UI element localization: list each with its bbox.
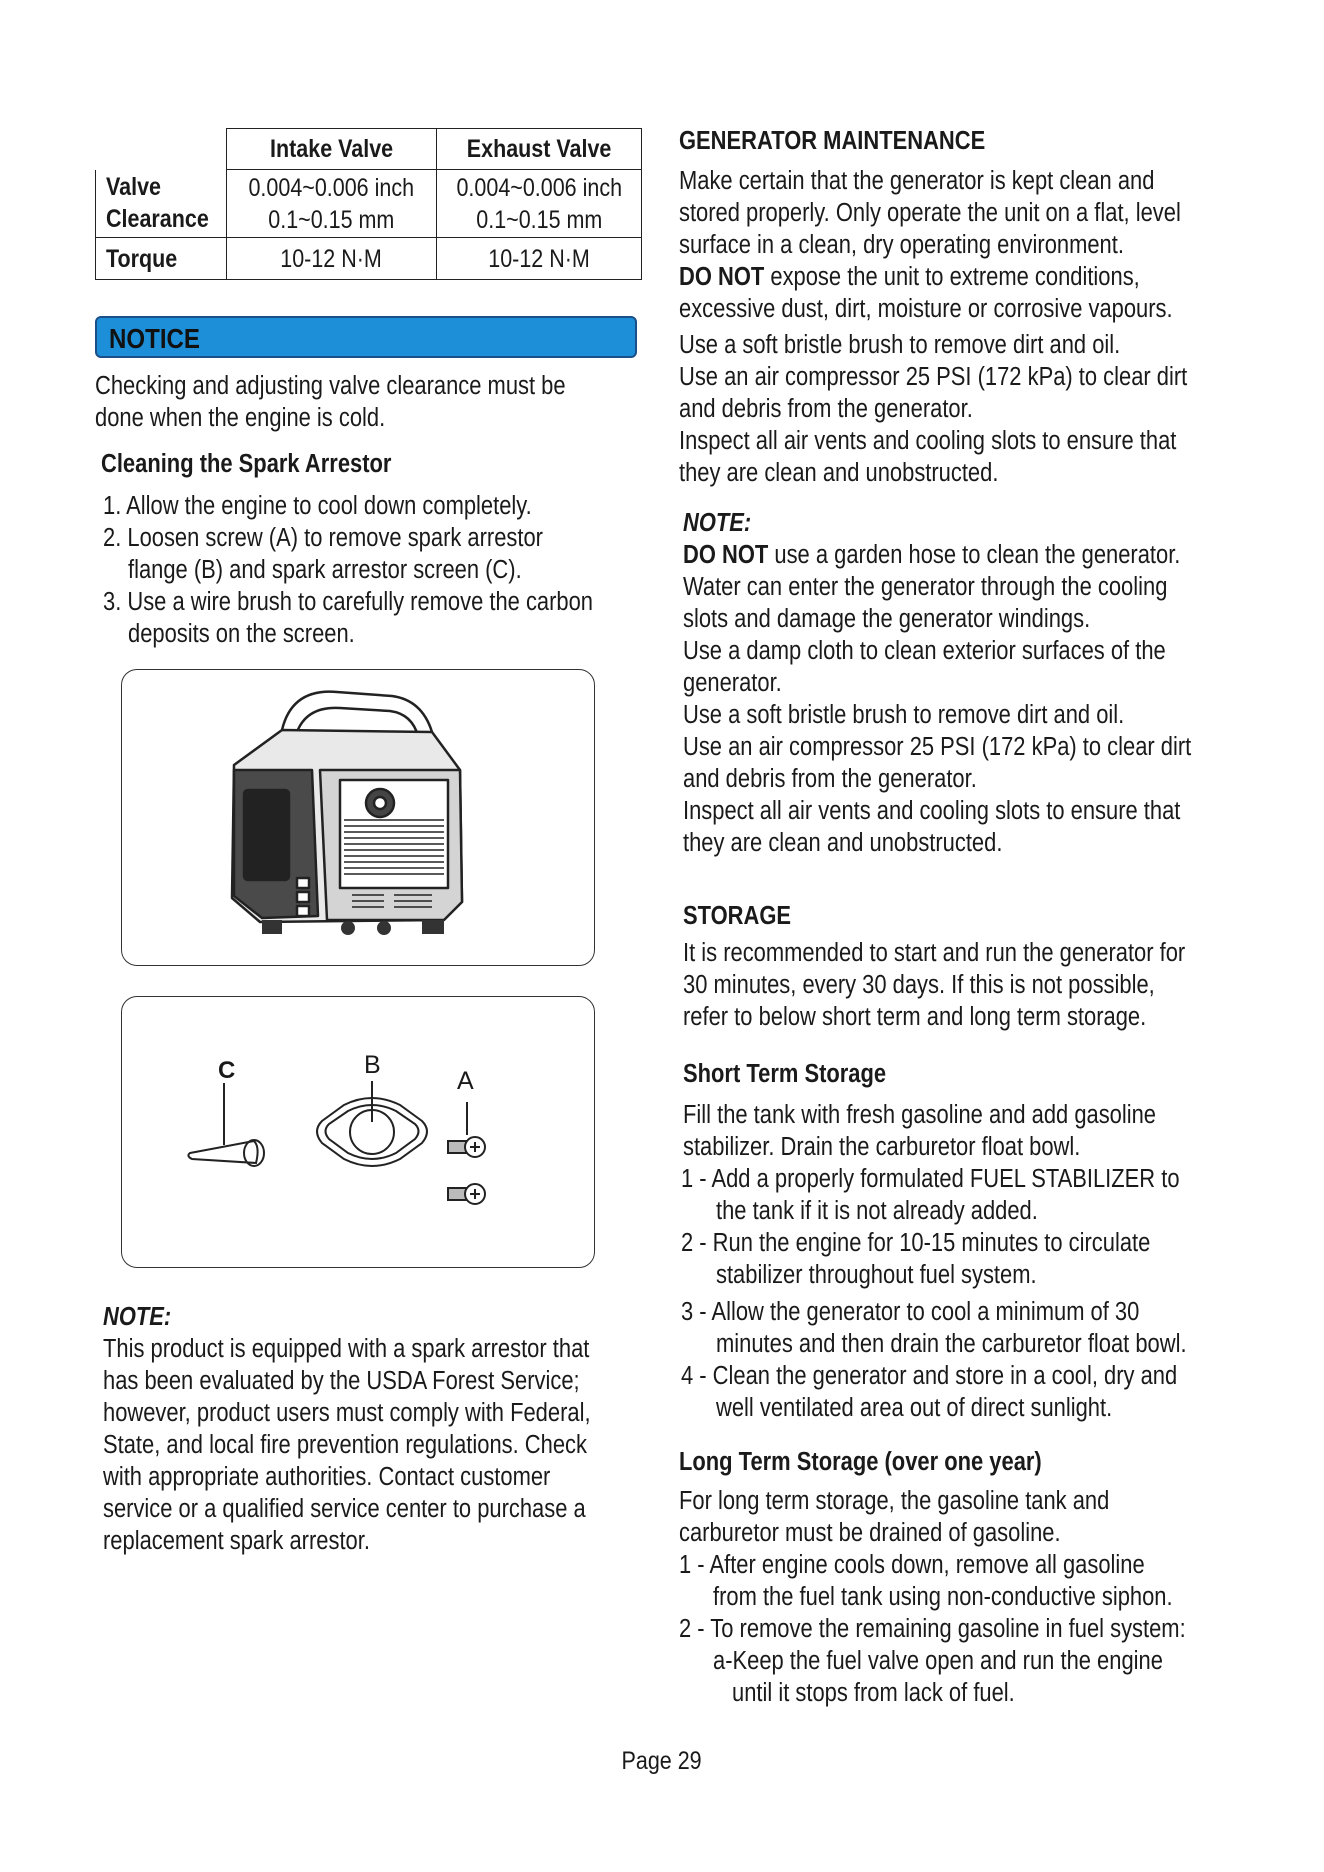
short-term-step: 1 - Add a properly formulated FUEL STABILIZER to xyxy=(681,1165,1180,1193)
short-term-step-cont: stabilizer throughout fuel system. xyxy=(716,1261,1037,1289)
parts-illustration xyxy=(122,997,594,1267)
note-line: Water can enter the generator through the cooling xyxy=(683,573,1168,601)
left-note-line: has been evaluated by the USDA Forest Service; xyxy=(103,1367,580,1395)
generator-maintenance-heading: GENERATOR MAINTENANCE xyxy=(679,127,986,155)
left-note-line: This product is equipped with a spark arrestor that xyxy=(103,1335,590,1363)
page-number: Page 29 xyxy=(621,1747,703,1775)
maint-line: Use a soft bristle brush to remove dirt and oil. xyxy=(679,331,1121,359)
long-term-step-cont: from the fuel tank using non-conductive siphon. xyxy=(713,1583,1173,1611)
long-term-substep-cont: until it stops from lack of fuel. xyxy=(732,1679,1015,1707)
maint-line: Use an air compressor 25 PSI (172 kPa) to clear dirt xyxy=(679,363,1188,391)
storage-heading: STORAGE xyxy=(683,902,792,930)
note-line: Use an air compressor 25 PSI (172 kPa) to clear dirt xyxy=(683,733,1192,761)
right-note-label: NOTE: xyxy=(683,509,752,537)
note-line: generator. xyxy=(683,669,782,697)
exhaust-valve-header: Exhaust Valve xyxy=(436,129,641,170)
short-term-step-cont: the tank if it is not already added. xyxy=(716,1197,1038,1225)
note-line: DO NOT use a garden hose to clean the generator. xyxy=(683,541,1181,569)
generator-figure xyxy=(121,669,595,966)
storage-line: It is recommended to start and run the generator for xyxy=(683,939,1186,967)
short-term-step: 2 - Run the engine for 10-15 minutes to circulate xyxy=(681,1229,1151,1257)
storage-line: 30 minutes, every 30 days. If this is not possible, xyxy=(683,971,1155,999)
do-not-emphasis: DO NOT xyxy=(683,541,769,569)
note-line: slots and damage the generator windings. xyxy=(683,605,1091,633)
valve-clearance-label: Valve Clearance xyxy=(96,170,227,238)
short-term-step-cont: minutes and then drain the carburetor float bowl. xyxy=(716,1330,1187,1358)
long-term-substep: a-Keep the fuel valve open and run the engine xyxy=(713,1647,1163,1675)
table-corner xyxy=(96,129,227,170)
long-term-step: 1 - After engine cools down, remove all gasoline xyxy=(679,1551,1145,1579)
long-term-line: For long term storage, the gasoline tank and xyxy=(679,1487,1110,1515)
left-note-line: replacement spark arrestor. xyxy=(103,1527,370,1555)
maint-line: and debris from the generator. xyxy=(679,395,973,423)
exhaust-clearance-cell: 0.004~0.006 inch 0.1~0.15 mm xyxy=(436,170,641,238)
left-note-line: with appropriate authorities. Contact customer xyxy=(103,1463,551,1491)
note-line: Use a damp cloth to clean exterior surfaces of the xyxy=(683,637,1166,665)
intake-clearance-cell: 0.004~0.006 inch 0.1~0.15 mm xyxy=(226,170,436,238)
storage-line: refer to below short term and long term storage. xyxy=(683,1003,1147,1031)
spark-arrestor-heading: Cleaning the Spark Arrestor xyxy=(101,450,392,478)
note-line: Inspect all air vents and cooling slots to ensure that xyxy=(683,797,1181,825)
step-2-cont: flange (B) and spark arrestor screen (C). xyxy=(128,556,522,584)
maint-line: Make certain that the generator is kept clean and xyxy=(679,167,1155,195)
do-not-emphasis: DO NOT xyxy=(679,263,765,291)
step-3: 3. Use a wire brush to carefully remove the carbon xyxy=(103,588,593,616)
notice-text-line: Checking and adjusting valve clearance must be xyxy=(95,372,566,400)
note-line: they are clean and unobstructed. xyxy=(683,829,1003,857)
notice-text-line: done when the engine is cold. xyxy=(95,404,386,432)
label-a: A xyxy=(457,1067,474,1095)
maint-line: stored properly. Only operate the unit on a flat, level xyxy=(679,199,1181,227)
left-note-line: State, and local fire prevention regulations. Check xyxy=(103,1431,587,1459)
step-2: 2. Loosen screw (A) to remove spark arrestor xyxy=(103,524,543,552)
label-c: C xyxy=(218,1057,236,1084)
long-term-line: carburetor must be drained of gasoline. xyxy=(679,1519,1061,1547)
long-term-step: 2 - To remove the remaining gasoline in fuel system: xyxy=(679,1615,1186,1643)
long-term-heading: Long Term Storage (over one year) xyxy=(679,1448,1042,1476)
left-note-line: however, product users must comply with Federal, xyxy=(103,1399,591,1427)
short-term-step: 4 - Clean the generator and store in a cool, dry and xyxy=(681,1362,1178,1390)
short-term-line: Fill the tank with fresh gasoline and add gasoline xyxy=(683,1101,1157,1129)
short-term-step: 3 - Allow the generator to cool a minimum of 30 xyxy=(681,1298,1140,1326)
maint-line: excessive dust, dirt, moisture or corrosive vapours. xyxy=(679,295,1173,323)
label-b: B xyxy=(364,1051,381,1079)
step-1: 1. Allow the engine to cool down completely. xyxy=(103,492,532,520)
left-note-line: service or a qualified service center to purchase a xyxy=(103,1495,586,1523)
step-3-cont: deposits on the screen. xyxy=(128,620,355,648)
spark-arrestor-parts-figure xyxy=(121,996,595,1268)
maint-line: they are clean and unobstructed. xyxy=(679,459,999,487)
exhaust-torque-cell: 10-12 N·M xyxy=(436,238,641,280)
valve-spec-table xyxy=(95,128,642,280)
short-term-line: stabilizer. Drain the carburetor float bowl. xyxy=(683,1133,1081,1161)
intake-torque-cell: 10-12 N·M xyxy=(226,238,436,280)
left-note-label: NOTE: xyxy=(103,1303,172,1331)
maint-line: DO NOT expose the unit to extreme conditions, xyxy=(679,263,1140,291)
note-line: Use a soft bristle brush to remove dirt and oil. xyxy=(683,701,1125,729)
notice-banner: NOTICE xyxy=(95,316,637,358)
short-term-step-cont: well ventilated area out of direct sunlight. xyxy=(716,1394,1113,1422)
short-term-heading: Short Term Storage xyxy=(683,1060,887,1088)
note-line: and debris from the generator. xyxy=(683,765,977,793)
generator-illustration xyxy=(122,670,594,965)
torque-label: Torque xyxy=(96,238,227,280)
maint-line: Inspect all air vents and cooling slots to ensure that xyxy=(679,427,1177,455)
intake-valve-header: Intake Valve xyxy=(226,129,436,170)
maint-line: surface in a clean, dry operating environment. xyxy=(679,231,1124,259)
